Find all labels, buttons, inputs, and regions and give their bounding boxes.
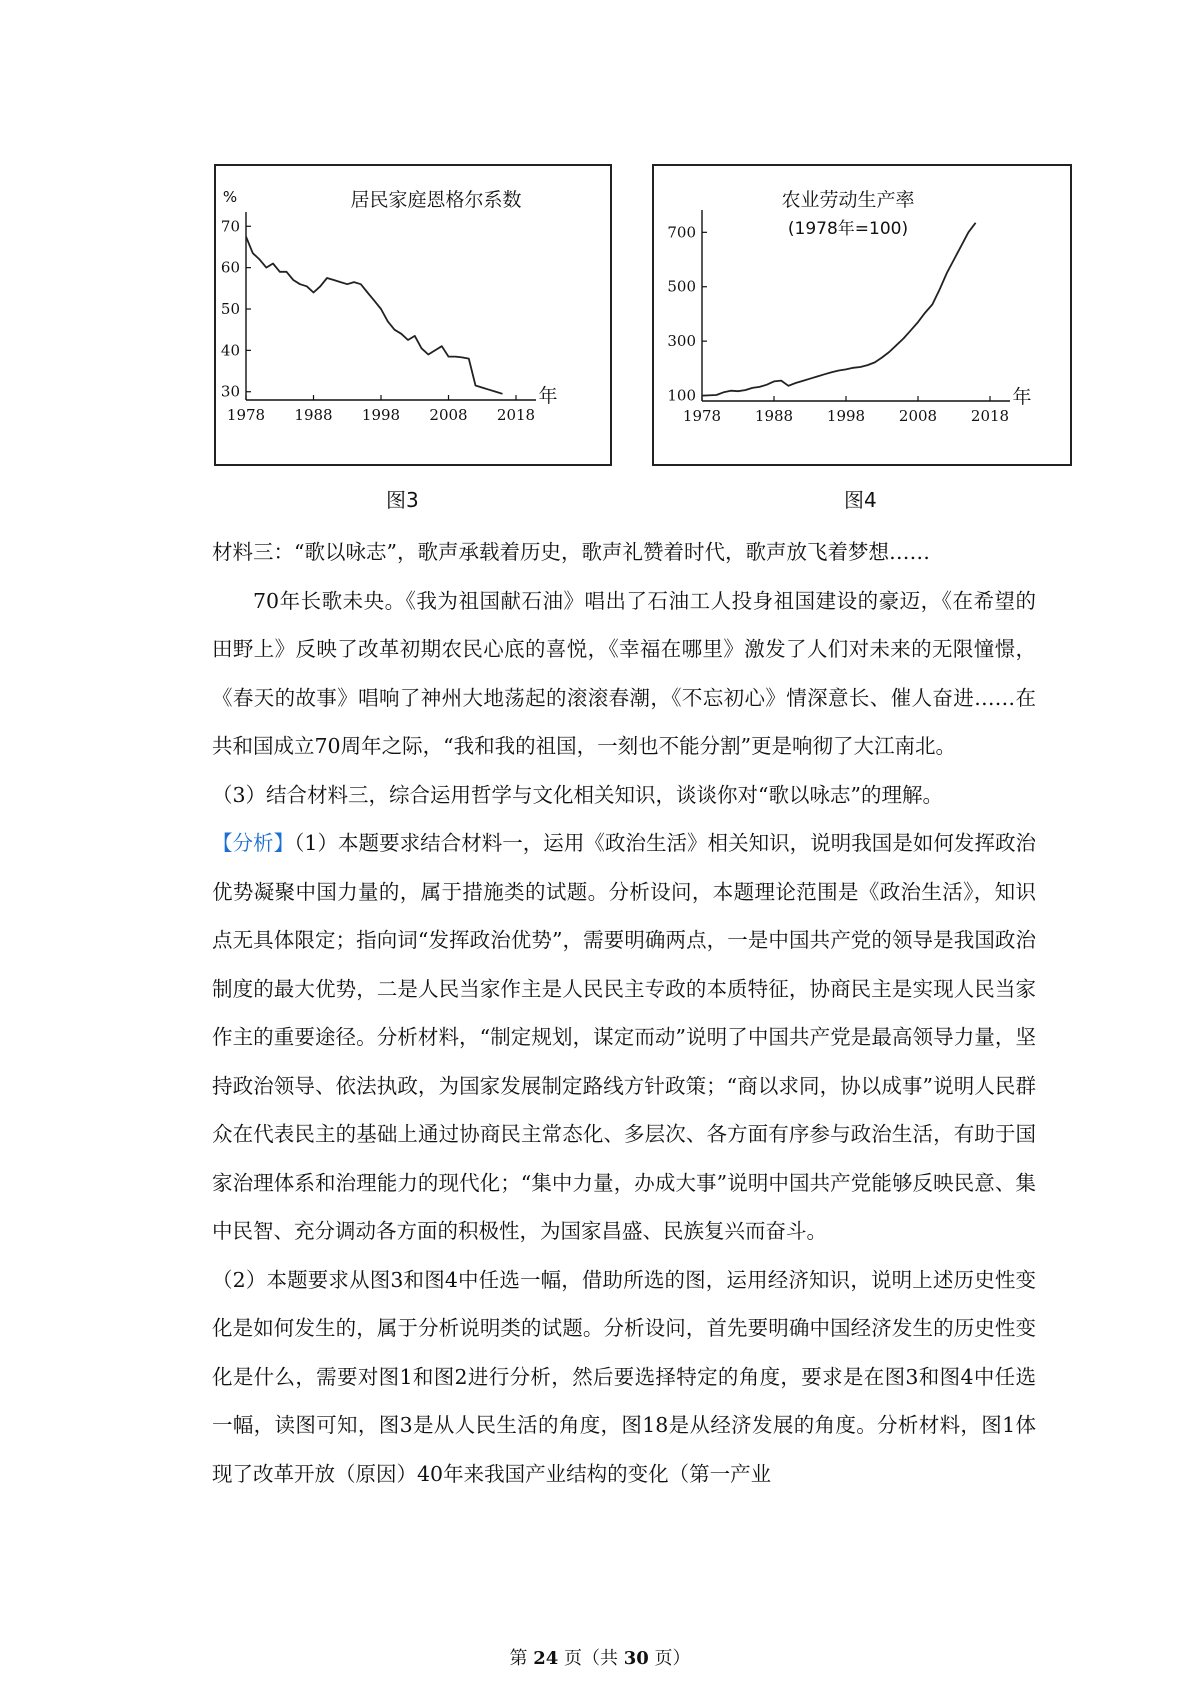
engel-coefficient-chart-svg [216, 166, 610, 464]
x-tick-label: 2008 [898, 407, 938, 425]
y-tick-label: 300 [667, 332, 696, 351]
y-tick-label: 60 [220, 258, 240, 277]
footer-prefix: 第 [509, 1648, 534, 1669]
x-tick-label: 1978 [682, 407, 722, 425]
x-tick-label: 2018 [970, 407, 1010, 425]
page-footer [0, 1644, 1200, 1670]
y-tick-label: 100 [667, 386, 696, 405]
footer-total-pages: 30 [623, 1648, 649, 1669]
x-axis-label: 年 [538, 385, 558, 407]
x-tick-label: 1978 [226, 406, 266, 424]
y-tick-label: 30 [220, 382, 240, 401]
series-line [246, 237, 503, 394]
y-tick-label: 40 [220, 341, 240, 360]
x-tick-label: 1988 [294, 406, 333, 424]
agri-productivity-chart [652, 164, 1072, 466]
engel-coefficient-chart [214, 164, 612, 466]
footer-suffix: 页） [648, 1648, 691, 1669]
x-axis-label: 年 [1012, 386, 1032, 408]
analysis-text-1: （1）本题要求结合材料一，运用《政治生活》相关知识，说明我国是如何发挥政治优势凝聚中国力量的，属于措施类的试题。分析设问，本题理论范围是《政治生活》，知识点无具体限定；指向词“发挥政治优势”，需要明确两点，一是中国共产党的领导是我国政治制度的最大优势，二是人民当家作主是人民民主专政的本质特征，协商民主是实现人民当家作主的重要途径。分析材料，“制定规划，谋定而动”说明了中国共产党是最高领导力量，坚持政治领导、依法执政，为国家发展制定路线方针政策；“商以求同，协以成事”说明人民群众在代表民主的基础上通过协商民主常态化、多层次、各方面有序参与政治生活，有助于国家治理体系和治理能力的现代化；“集中力量，办成大事”说明中国共产党能够反映民意、集中民智、充分调动各方面的积极性，为国家昌盛、民族复兴而奋斗。 [212, 831, 1036, 1243]
chart-title: 居民家庭恩格尔系数 [350, 189, 522, 211]
analysis-paragraph-1 [212, 819, 1036, 1256]
footer-page-number: 24 [533, 1648, 559, 1669]
figure-3-caption: 图3 [386, 488, 419, 512]
question-3: （3）结合材料三，综合运用哲学与文化相关知识，谈谈你对“歌以咏志”的理解。 [212, 782, 944, 807]
chart-title: 农业劳动生产率 [781, 189, 915, 211]
agri-productivity-chart-svg [654, 166, 1070, 464]
y-tick-label: 700 [667, 223, 696, 242]
material-three-intro: 材料三：“歌以咏志”，歌声承载着历史，歌声礼赞着时代，歌声放飞着梦想…… [212, 540, 930, 564]
x-tick-label: 1998 [826, 407, 866, 425]
material-three-body: 70年长歌未央。《我为祖国献石油》唱出了石油工人投身祖国建设的豪迈，《在希望的田野上》反映了改革初期农民心底的喜悦，《幸福在哪里》激发了人们对未来的无限憧憬，《春天的故事》唱响了神州大地荡起的滚滚春潮，《不忘初心》情深意长、催人奋进……在共和国成立70周年之际，“我和我的祖国，一刻也不能分割”更是响彻了大江南北。 [212, 588, 1036, 758]
x-tick-label: 1998 [361, 406, 401, 424]
analysis-label: 【分析】 [212, 831, 295, 855]
analysis-paragraph-2: （2）本题要求从图3和图4中任选一幅，借助所选的图，运用经济知识，说明上述历史性变化是如何发生的，属于分析说明类的试题。分析设问，首先要明确中国经济发生的历史性变化是什么，需要对图1和图2进行分析，然后要选择特定的角度，要求是在图3和图4中任选一幅，读图可知，图3是从人民生活的角度，图18是从经济发展的角度。分析材料，图1体现了改革开放（原因）40年来我国产业结构的变化（第一产业 [212, 1267, 1036, 1486]
y-tick-label: 70 [220, 217, 240, 236]
document-body [212, 528, 1036, 1498]
footer-middle: 页（共 [558, 1648, 624, 1669]
series-line [702, 223, 976, 396]
y-tick-label: 500 [667, 277, 696, 296]
x-tick-label: 2008 [429, 406, 468, 424]
x-tick-label: 1988 [754, 407, 794, 425]
figure-4-caption: 图4 [844, 488, 877, 512]
x-tick-label: 2018 [496, 406, 536, 424]
y-tick-label: 50 [220, 300, 240, 318]
chart-subtitle: (1978年=100) [787, 219, 909, 239]
y-axis-label: % [222, 188, 238, 206]
